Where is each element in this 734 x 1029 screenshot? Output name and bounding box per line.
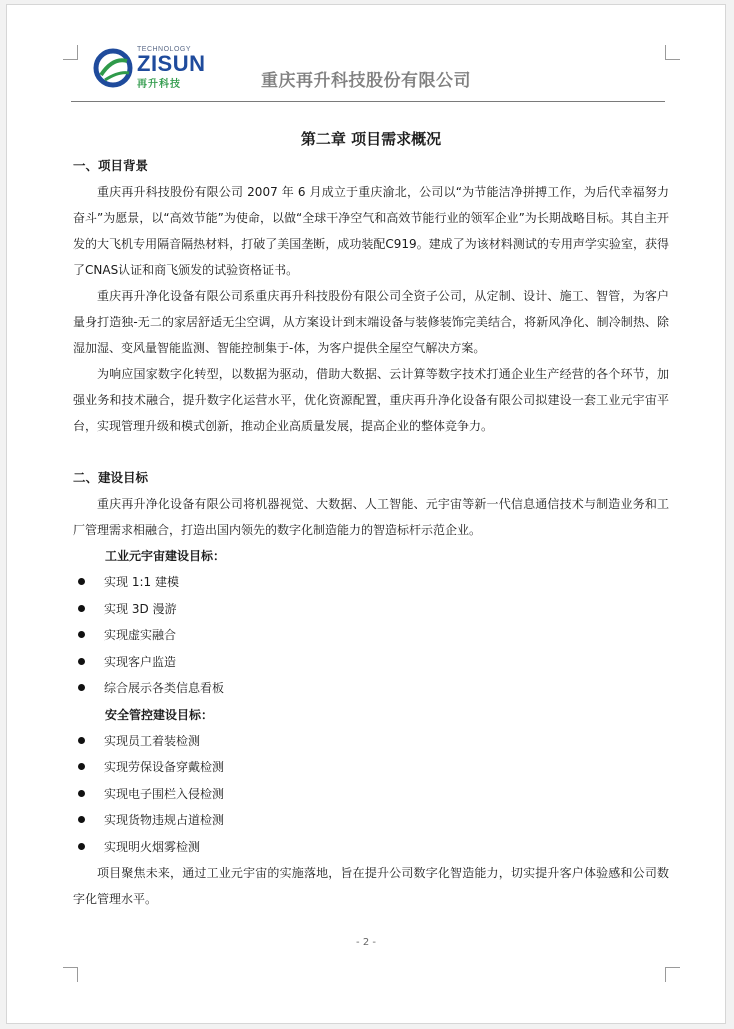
logo-chinese-name: 再升科技 <box>137 79 181 90</box>
list-item: 实现劳保设备穿戴检测 <box>73 754 669 781</box>
bullet-icon <box>78 658 85 665</box>
paragraph: 为响应国家数字化转型，以数据为驱动，借助大数据、云计算等数字技术打通企业生产经营的各个环节，加强业务和技术融合，提升数字化运营水平，优化资源配置，重庆再升净化设备有限公司拟建设一套工业元宇宙平台，实现管理升级和模式创新，推动企业高质量发展，提高企业的整体竞争力。 <box>73 367 669 433</box>
safety-goals-heading: 安全管控建设目标： <box>105 707 214 722</box>
metaverse-goals-heading: 工业元宇宙建设目标： <box>105 549 226 563</box>
list-item: 实现 1:1 建模 <box>73 569 669 596</box>
bullet-icon <box>78 737 85 744</box>
list-item: 实现虚实融合 <box>73 622 669 649</box>
list-item: 实现客户监造 <box>73 649 669 676</box>
header-company-name: 重庆再升科技股份有限公司 <box>261 71 471 91</box>
logo-mark-icon <box>93 47 133 89</box>
bullet-icon <box>78 843 85 850</box>
paragraph: 重庆再升净化设备有限公司将机器视觉、大数据、人工智能、元宇宙等新一代信息通信技术与制造业务和工厂管理需求相融合，打造出国内领先的数字化制造能力的智造标杆示范企业。 <box>73 497 669 537</box>
bullet-icon <box>78 763 85 770</box>
section-heading-background: 一、项目背景 <box>73 158 149 173</box>
bullet-icon <box>78 684 85 691</box>
bullet-icon <box>78 631 85 638</box>
page-number: - 2 - <box>356 937 376 948</box>
list-item: 实现电子围栏入侵检测 <box>73 781 669 808</box>
logo-brand-name: ZISUN <box>137 51 206 76</box>
section-heading-goals: 二、建设目标 <box>73 470 149 485</box>
safety-goals-list <box>73 728 669 861</box>
paragraph: 重庆再升净化设备有限公司系重庆再升科技股份有限公司全资子公司，从定制、设计、施工、智管，为客户量身打造独-无二的家居舒适无尘空调，从方案设计到末端设备与装修装饰完美结合，将新风净化、制冷制热、除湿加湿、变风量智能监测、智能控制集于-体，为客户提供全屋空气解决方案。 <box>73 289 669 355</box>
page-header <box>71 41 665 102</box>
crop-mark-bottom-left <box>63 967 78 982</box>
bullet-icon <box>78 605 85 612</box>
logo-tagline: TECHNOLOGY <box>137 46 192 53</box>
document-page <box>6 4 726 1024</box>
crop-mark-top-right <box>665 45 680 60</box>
chapter-title: 第二章 项目需求概况 <box>300 130 442 148</box>
list-item: 实现 3D 漫游 <box>73 596 669 623</box>
bullet-icon <box>78 790 85 797</box>
document-body <box>73 123 669 912</box>
paragraph: 项目聚焦未来，通过工业元宇宙的实施落地，旨在提升公司数字化智造能力，切实提升客户体验感和公司数字化管理水平。 <box>73 866 669 906</box>
company-logo <box>93 47 243 91</box>
paragraph: 重庆再升科技股份有限公司 2007 年 6 月成立于重庆渝北，公司以“为节能洁净拼搏工作，为后代幸福努力奋斗”为愿景，以“高效节能”为使命，以做“全球干净空气和高效节能行业的领军企业”为长期战略目标。其自主开发的大飞机专用隔音隔热材料，打破了美国垄断，成功装配C919。建成了为该材料测试的专用声学实验室，获得了CNAS认证和商飞颁发的试验资格证书。 <box>73 185 669 277</box>
list-item: 综合展示各类信息看板 <box>73 675 669 702</box>
bullet-icon <box>78 578 85 585</box>
list-item: 实现员工着装检测 <box>73 728 669 755</box>
list-item: 实现货物违规占道检测 <box>73 807 669 834</box>
metaverse-goals-list <box>73 569 669 702</box>
bullet-icon <box>78 816 85 823</box>
list-item: 实现明火烟雾检测 <box>73 834 669 861</box>
crop-mark-bottom-right <box>665 967 680 982</box>
